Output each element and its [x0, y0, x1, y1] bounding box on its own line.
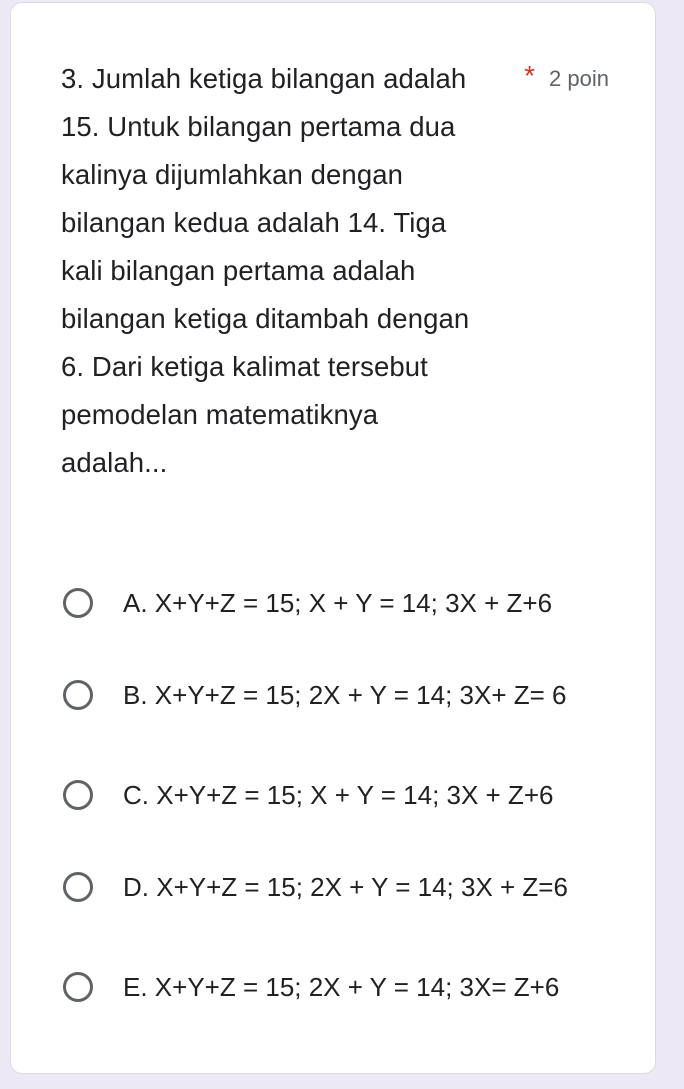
radio-unchecked-icon[interactable] [63, 780, 93, 810]
option-c-label: C. X+Y+Z = 15; X + Y = 14; 3X + Z+6 [123, 780, 554, 810]
question-card [10, 2, 656, 1074]
option-c[interactable] [61, 771, 621, 819]
question-text: 3. Jumlah ketiga bilangan adalah 15. Untuk bilangan pertama dua kalinya dijumlahkan dengan bilangan kedua adalah 14. Tiga kali bilangan pertama adalah bilangan ketiga ditambah dengan 6. Dari ketiga kalimat tersebut pemodelan matematiknya adalah... [61, 63, 470, 478]
option-b[interactable] [61, 671, 621, 719]
radio-unchecked-icon[interactable] [63, 872, 93, 902]
radio-unchecked-icon[interactable] [63, 680, 93, 710]
option-e-label: E. X+Y+Z = 15; 2X + Y = 14; 3X= Z+6 [123, 972, 560, 1002]
required-asterisk: * [524, 60, 536, 91]
option-a-label: A. X+Y+Z = 15; X + Y = 14; 3X + Z+6 [123, 588, 553, 618]
question-header [61, 55, 609, 487]
question-meta [524, 55, 609, 103]
option-d-label: D. X+Y+Z = 15; 2X + Y = 14; 3X + Z=6 [123, 872, 568, 902]
option-d[interactable] [61, 863, 621, 911]
option-b-label: B. X+Y+Z = 15; 2X + Y = 14; 3X+ Z= 6 [123, 680, 567, 710]
radio-unchecked-icon[interactable] [63, 972, 93, 1002]
option-e[interactable] [61, 963, 621, 1011]
radio-unchecked-icon[interactable] [63, 588, 93, 618]
points-label: 2 poin [549, 66, 609, 91]
option-a[interactable] [61, 579, 621, 627]
